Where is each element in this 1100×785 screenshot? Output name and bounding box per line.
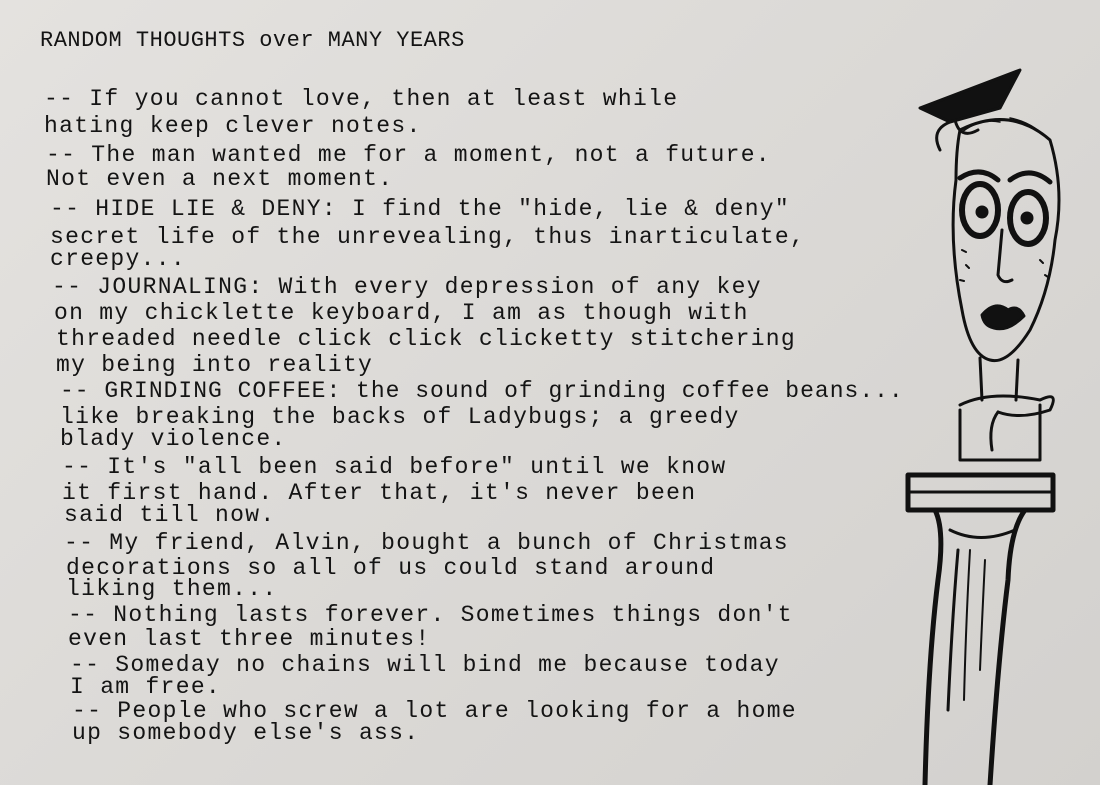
- graduate-bust-icon: [890, 60, 1090, 785]
- text-line: hating keep clever notes.: [44, 113, 422, 139]
- text-line: -- My friend, Alvin, bought a bunch of Christmas: [64, 530, 789, 556]
- text-line: -- GRINDING COFFEE: the sound of grinding coffee beans...: [60, 378, 904, 404]
- text-line: creepy...: [50, 246, 186, 272]
- text-line: decorations so all of us could stand around: [66, 555, 716, 581]
- text-line: even last three minutes!: [68, 626, 431, 652]
- text-line: -- Nothing lasts forever. Sometimes things don't: [68, 602, 793, 628]
- text-line: -- The man wanted me for a moment, not a future.: [46, 142, 771, 168]
- text-line: my being into reality: [56, 352, 374, 378]
- text-line: threaded needle click click clicketty stitchering: [56, 326, 797, 352]
- text-line: -- It's "all been said before" until we know: [62, 454, 727, 480]
- text-line: -- People who screw a lot are looking for a home: [72, 698, 797, 724]
- text-line: -- HIDE LIE & DENY: I find the "hide, lie & deny": [50, 196, 791, 222]
- text-line: said till now.: [64, 502, 276, 528]
- text-line: like breaking the backs of Ladybugs; a greedy: [60, 404, 740, 430]
- text-line: -- JOURNALING: With every depression of any key: [52, 274, 762, 300]
- text-line: on my chicklette keyboard, I am as though with: [54, 300, 749, 326]
- text-line: Not even a next moment.: [46, 166, 394, 192]
- text-line: -- Someday no chains will bind me because today: [70, 652, 780, 678]
- text-line: it first hand. After that, it's never been: [62, 480, 697, 506]
- text-line: up somebody else's ass.: [72, 720, 420, 746]
- text-line: secret life of the unrevealing, thus inarticulate,: [50, 224, 806, 250]
- page-title: RANDOM THOUGHTS over MANY YEARS: [40, 28, 465, 53]
- text-line: blady violence.: [60, 426, 287, 452]
- text-line: I am free.: [70, 674, 222, 700]
- text-line: -- If you cannot love, then at least while: [44, 86, 679, 112]
- text-line: liking them...: [66, 576, 278, 602]
